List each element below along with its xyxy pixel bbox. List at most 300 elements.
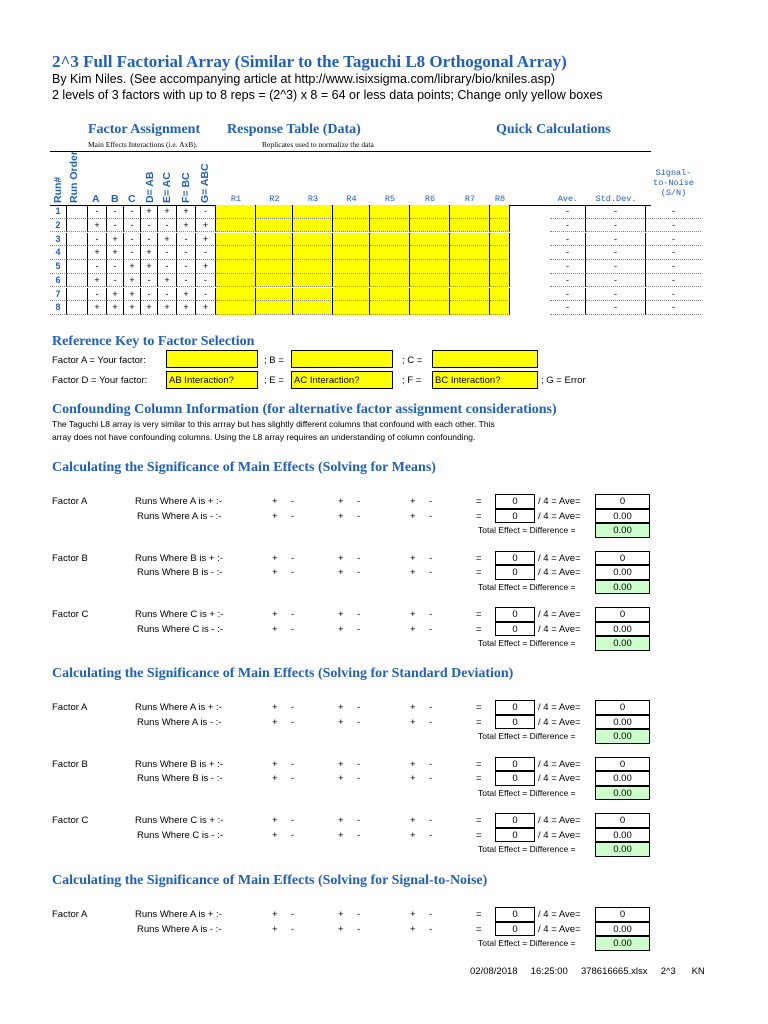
replicate-input[interactable] bbox=[370, 233, 410, 247]
plus-sign: + bbox=[410, 496, 416, 507]
replicate-input[interactable] bbox=[293, 219, 333, 233]
total-effect-label: Total Effect = Difference = bbox=[478, 938, 576, 948]
col-factor-7: G= ABC bbox=[199, 163, 211, 203]
footer-sheet: 2^3 bbox=[660, 966, 676, 977]
avg-plus-value: 0 bbox=[595, 907, 650, 922]
plus-sign: + bbox=[410, 702, 416, 713]
sign-cell: - bbox=[196, 205, 216, 219]
equals-sign: = bbox=[476, 909, 482, 920]
calc-cell: - bbox=[550, 205, 586, 219]
plus-sign: + bbox=[272, 623, 278, 635]
run-order-cell bbox=[67, 246, 88, 260]
col-calc-3: Signal- to-Noise (S/N) bbox=[653, 168, 694, 198]
plus-sign: + bbox=[338, 829, 344, 841]
minus-sign: - bbox=[357, 567, 361, 578]
plus-sign: + bbox=[338, 552, 344, 564]
replicate-input[interactable] bbox=[450, 288, 490, 302]
factorial-table bbox=[50, 151, 694, 318]
footer-initials: KN bbox=[691, 966, 705, 977]
replicate-input[interactable] bbox=[256, 274, 293, 288]
col-factor-2: B bbox=[111, 193, 119, 205]
sign-cell: - bbox=[107, 260, 124, 274]
factor-f-label: ; F = bbox=[402, 375, 422, 386]
sign-cell: - bbox=[107, 219, 124, 233]
sign-cell: - bbox=[88, 288, 107, 302]
equals-sign: = bbox=[476, 510, 482, 522]
minus-sign: - bbox=[429, 909, 433, 920]
calc-cell: - bbox=[586, 205, 646, 219]
replicate-input[interactable] bbox=[293, 260, 333, 274]
calc-cell: - bbox=[550, 233, 586, 247]
factor-assignment-heading: Factor Assignment bbox=[88, 122, 201, 137]
plus-sign: + bbox=[272, 909, 278, 920]
run-order-cell bbox=[67, 288, 88, 302]
replicate-input[interactable] bbox=[256, 205, 293, 219]
confounding-heading: Confounding Column Information (for alternative factor assignment considerations) bbox=[52, 402, 557, 417]
sign-cell: - bbox=[158, 288, 177, 302]
sum-minus-value: 0 bbox=[495, 565, 535, 580]
factor-b-label: ; B = bbox=[264, 355, 284, 366]
plus-sign: + bbox=[272, 609, 278, 620]
plus-sign: + bbox=[338, 773, 344, 784]
plus-sign: + bbox=[338, 758, 344, 770]
plus-sign: + bbox=[410, 923, 416, 935]
col-factor-1: A bbox=[92, 193, 100, 205]
run-order-cell bbox=[67, 205, 88, 219]
factor-d-input[interactable]: AB Interaction? bbox=[166, 371, 258, 389]
plus-sign: + bbox=[272, 815, 278, 826]
minus-sign: - bbox=[357, 758, 361, 770]
equals-sign: = bbox=[476, 716, 482, 728]
sign-cell: + bbox=[141, 246, 158, 260]
minus-sign: - bbox=[429, 758, 433, 770]
runs-minus-label: Runs Where A is - :- bbox=[137, 923, 222, 935]
replicate-input[interactable] bbox=[293, 233, 333, 247]
plus-sign: + bbox=[272, 567, 278, 578]
col-factor-4: D= AB bbox=[144, 171, 156, 203]
plus-sign: + bbox=[338, 567, 344, 578]
runs-minus-label: Runs Where A is - :- bbox=[137, 510, 222, 522]
plus-sign: + bbox=[272, 758, 278, 770]
run-order-cell bbox=[67, 233, 88, 247]
plus-sign: + bbox=[410, 552, 416, 564]
minus-sign: - bbox=[429, 716, 433, 728]
replicate-input[interactable] bbox=[293, 274, 333, 288]
plus-sign: + bbox=[272, 716, 278, 728]
replicate-input[interactable] bbox=[216, 301, 256, 315]
calc-cell: - bbox=[550, 274, 586, 288]
difference-value: 0.00 bbox=[595, 636, 650, 651]
sum-minus-value: 0 bbox=[495, 771, 535, 786]
footer bbox=[470, 966, 705, 977]
replicate-input[interactable] bbox=[490, 233, 510, 247]
factor-a-label: Factor A = Your factor: bbox=[52, 355, 146, 366]
replicate-input[interactable] bbox=[333, 260, 370, 274]
replicate-input[interactable] bbox=[293, 288, 333, 302]
replicate-input[interactable] bbox=[333, 205, 370, 219]
replicate-input[interactable] bbox=[216, 288, 256, 302]
replicate-input[interactable] bbox=[370, 205, 410, 219]
sign-cell: - bbox=[141, 219, 158, 233]
runs-minus-label: Runs Where C is - :- bbox=[137, 829, 224, 841]
replicate-input[interactable] bbox=[450, 260, 490, 274]
replicate-input[interactable] bbox=[450, 205, 490, 219]
calc-cell: - bbox=[586, 219, 646, 233]
difference-value: 0.00 bbox=[595, 523, 650, 538]
factor-e-input[interactable]: AC Interaction? bbox=[291, 371, 393, 389]
plus-sign: + bbox=[272, 773, 278, 784]
replicate-input[interactable] bbox=[216, 233, 256, 247]
sign-cell: + bbox=[124, 274, 141, 288]
replicate-input[interactable] bbox=[333, 301, 370, 315]
sign-cell: + bbox=[124, 288, 141, 302]
sign-cell: - bbox=[88, 205, 107, 219]
avg-plus-value: 0 bbox=[595, 607, 650, 622]
plus-sign: + bbox=[338, 923, 344, 935]
plus-sign: + bbox=[272, 510, 278, 522]
difference-value: 0.00 bbox=[595, 842, 650, 857]
sum-plus-value: 0 bbox=[495, 551, 535, 566]
sign-cell: + bbox=[107, 233, 124, 247]
col-rep-5: R5 bbox=[384, 194, 396, 204]
replicate-input[interactable] bbox=[370, 219, 410, 233]
plus-sign: + bbox=[338, 510, 344, 522]
replicate-input[interactable] bbox=[450, 246, 490, 260]
replicate-input[interactable] bbox=[293, 205, 333, 219]
col-factor-3: C bbox=[128, 193, 136, 205]
quick-calc-heading: Quick Calculations bbox=[496, 122, 611, 137]
minus-sign: - bbox=[357, 609, 361, 620]
plus-sign: + bbox=[338, 496, 344, 507]
col-rep-1: R1 bbox=[230, 194, 242, 204]
factor-a-input[interactable] bbox=[166, 350, 258, 368]
sign-cell: + bbox=[196, 233, 216, 247]
confounding-line-1: The Taguchi L8 array is very similar to this arrray but has slightly different columns that confound with each other. This bbox=[52, 419, 495, 429]
equals-sign: = bbox=[476, 552, 482, 564]
sign-cell: - bbox=[158, 219, 177, 233]
replicate-input[interactable] bbox=[410, 246, 450, 260]
equals-sign: = bbox=[476, 923, 482, 935]
sign-cell: - bbox=[141, 274, 158, 288]
sign-cell: - bbox=[177, 233, 196, 247]
sign-cell: + bbox=[88, 246, 107, 260]
run-order-cell bbox=[67, 260, 88, 274]
avg-label: / 4 = Ave= bbox=[538, 567, 581, 578]
replicate-input[interactable] bbox=[490, 219, 510, 233]
sign-cell: + bbox=[196, 301, 216, 315]
sign-cell: + bbox=[88, 301, 107, 315]
replicate-input[interactable] bbox=[450, 219, 490, 233]
factor-c-input[interactable] bbox=[432, 350, 538, 368]
sign-cell: - bbox=[107, 205, 124, 219]
factor-name: Factor B bbox=[52, 552, 88, 564]
minus-sign: - bbox=[357, 716, 361, 728]
plus-sign: + bbox=[272, 552, 278, 564]
factor-name: Factor C bbox=[52, 609, 89, 620]
replicate-input[interactable] bbox=[293, 301, 333, 315]
replicate-input[interactable] bbox=[216, 219, 256, 233]
sign-cell: + bbox=[158, 301, 177, 315]
avg-label: / 4 = Ave= bbox=[538, 702, 581, 713]
replicate-input[interactable] bbox=[256, 233, 293, 247]
sign-cell: - bbox=[88, 260, 107, 274]
replicate-input[interactable] bbox=[490, 274, 510, 288]
minus-sign: - bbox=[291, 552, 295, 564]
avg-plus-value: 0 bbox=[595, 494, 650, 509]
sign-cell: + bbox=[124, 301, 141, 315]
replicate-input[interactable] bbox=[333, 246, 370, 260]
minus-sign: - bbox=[291, 609, 295, 620]
col-rep-3: R3 bbox=[307, 194, 319, 204]
minus-sign: - bbox=[357, 510, 361, 522]
minus-sign: - bbox=[357, 923, 361, 935]
replicate-input[interactable] bbox=[450, 274, 490, 288]
run-number: 3 bbox=[50, 233, 67, 247]
replicate-input[interactable] bbox=[410, 219, 450, 233]
main-effects-note: Main Effects Interactions (i.e. AxB). bbox=[88, 140, 198, 149]
sign-cell: - bbox=[124, 246, 141, 260]
difference-value: 0.00 bbox=[595, 580, 650, 595]
replicate-input[interactable] bbox=[370, 260, 410, 274]
replicate-input[interactable] bbox=[256, 301, 293, 315]
avg-label: / 4 = Ave= bbox=[538, 923, 581, 935]
replicate-input[interactable] bbox=[410, 260, 450, 274]
sign-cell: + bbox=[196, 219, 216, 233]
plus-sign: + bbox=[410, 815, 416, 826]
sign-cell: + bbox=[177, 205, 196, 219]
avg-plus-value: 0 bbox=[595, 700, 650, 715]
difference-value: 0.00 bbox=[595, 786, 650, 801]
factor-b-input[interactable] bbox=[291, 350, 393, 368]
col-rep-8: R8 bbox=[494, 194, 506, 204]
minus-sign: - bbox=[429, 609, 433, 620]
col-factor-6: F= BC bbox=[180, 172, 192, 203]
minus-sign: - bbox=[429, 702, 433, 713]
replicate-input[interactable] bbox=[450, 233, 490, 247]
sum-plus-value: 0 bbox=[495, 907, 535, 922]
replicate-input[interactable] bbox=[490, 260, 510, 274]
replicate-input[interactable] bbox=[333, 274, 370, 288]
sign-cell: - bbox=[124, 219, 141, 233]
factor-f-input[interactable]: BC Interaction? bbox=[432, 371, 538, 389]
minus-sign: - bbox=[357, 909, 361, 920]
factor-d-label: Factor D = Your factor: bbox=[52, 375, 148, 386]
col-rep-6: R6 bbox=[424, 194, 436, 204]
section-title: Calculating the Significance of Main Effects (Solving for Standard Deviation) bbox=[52, 666, 514, 681]
replicate-input[interactable] bbox=[490, 288, 510, 302]
avg-label: / 4 = Ave= bbox=[538, 773, 581, 784]
replicate-input[interactable] bbox=[410, 301, 450, 315]
sign-cell: + bbox=[141, 205, 158, 219]
col-calc-2: Std.Dev. bbox=[595, 194, 637, 204]
col-rep-4: R4 bbox=[346, 194, 357, 204]
replicate-input[interactable] bbox=[410, 288, 450, 302]
replicate-input[interactable] bbox=[216, 205, 256, 219]
factor-name: Factor A bbox=[52, 702, 88, 713]
sign-cell: - bbox=[177, 274, 196, 288]
replicate-input[interactable] bbox=[256, 219, 293, 233]
plus-sign: + bbox=[272, 496, 278, 507]
equals-sign: = bbox=[476, 773, 482, 784]
factor-c-label: ; C = bbox=[402, 355, 423, 366]
equals-sign: = bbox=[476, 623, 482, 635]
sign-cell: - bbox=[196, 246, 216, 260]
total-effect-label: Total Effect = Difference = bbox=[478, 525, 576, 535]
replicate-input[interactable] bbox=[333, 233, 370, 247]
sign-cell: - bbox=[196, 274, 216, 288]
sum-plus-value: 0 bbox=[495, 757, 535, 772]
sign-cell: - bbox=[141, 233, 158, 247]
avg-label: / 4 = Ave= bbox=[538, 909, 581, 920]
run-number: 2 bbox=[50, 219, 67, 233]
minus-sign: - bbox=[291, 716, 295, 728]
sign-cell: + bbox=[141, 260, 158, 274]
run-number: 8 bbox=[50, 301, 67, 315]
minus-sign: - bbox=[429, 510, 433, 522]
minus-sign: - bbox=[291, 909, 295, 920]
avg-minus-value: 0.00 bbox=[595, 622, 650, 637]
replicate-input[interactable] bbox=[333, 219, 370, 233]
replicate-input[interactable] bbox=[256, 260, 293, 274]
calc-cell: - bbox=[646, 246, 701, 260]
sign-cell: - bbox=[141, 288, 158, 302]
minus-sign: - bbox=[291, 815, 295, 826]
minus-sign: - bbox=[357, 496, 361, 507]
calc-cell: - bbox=[550, 301, 586, 315]
factor-name: Factor C bbox=[52, 815, 89, 826]
sign-cell: + bbox=[177, 219, 196, 233]
equals-sign: = bbox=[476, 829, 482, 841]
plus-sign: + bbox=[410, 609, 416, 620]
avg-label: / 4 = Ave= bbox=[538, 815, 581, 826]
replicates-note: Replicates used to normalize the data bbox=[262, 140, 374, 149]
minus-sign: - bbox=[291, 773, 295, 784]
minus-sign: - bbox=[291, 758, 295, 770]
minus-sign: - bbox=[291, 829, 295, 841]
avg-minus-value: 0.00 bbox=[595, 509, 650, 524]
run-order-cell bbox=[67, 219, 88, 233]
factor-name: Factor A bbox=[52, 496, 88, 507]
plus-sign: + bbox=[410, 716, 416, 728]
replicate-input[interactable] bbox=[256, 246, 293, 260]
runs-plus-label: Runs Where A is + :- bbox=[135, 909, 222, 920]
avg-minus-value: 0.00 bbox=[595, 565, 650, 580]
plus-sign: + bbox=[338, 702, 344, 713]
run-order-cell bbox=[67, 301, 88, 315]
plus-sign: + bbox=[410, 623, 416, 635]
sum-minus-value: 0 bbox=[495, 922, 535, 937]
replicate-input[interactable] bbox=[410, 233, 450, 247]
runs-plus-label: Runs Where A is + :- bbox=[135, 702, 222, 713]
replicate-input[interactable] bbox=[216, 260, 256, 274]
col-rep-2: R2 bbox=[269, 194, 280, 204]
plus-sign: + bbox=[272, 702, 278, 713]
replicate-input[interactable] bbox=[490, 205, 510, 219]
sum-plus-value: 0 bbox=[495, 700, 535, 715]
sum-minus-value: 0 bbox=[495, 622, 535, 637]
replicate-input[interactable] bbox=[450, 301, 490, 315]
total-effect-label: Total Effect = Difference = bbox=[478, 844, 576, 854]
plus-sign: + bbox=[410, 909, 416, 920]
avg-minus-value: 0.00 bbox=[595, 922, 650, 937]
replicate-input[interactable] bbox=[370, 274, 410, 288]
runs-minus-label: Runs Where B is - :- bbox=[137, 567, 223, 578]
runs-plus-label: Runs Where C is + :- bbox=[135, 609, 224, 620]
factor-e-label: ; E = bbox=[264, 375, 284, 386]
table-top-rule bbox=[50, 151, 651, 152]
minus-sign: - bbox=[291, 702, 295, 713]
equals-sign: = bbox=[476, 567, 482, 578]
minus-sign: - bbox=[357, 815, 361, 826]
replicate-input[interactable] bbox=[410, 205, 450, 219]
replicate-input[interactable] bbox=[490, 246, 510, 260]
sign-cell: + bbox=[107, 246, 124, 260]
replicate-input[interactable] bbox=[410, 274, 450, 288]
equals-sign: = bbox=[476, 496, 482, 507]
plus-sign: + bbox=[272, 923, 278, 935]
replicate-input[interactable] bbox=[293, 246, 333, 260]
factor-name: Factor B bbox=[52, 758, 88, 770]
equals-sign: = bbox=[476, 758, 482, 770]
runs-plus-label: Runs Where B is + :- bbox=[135, 758, 223, 770]
equals-sign: = bbox=[476, 702, 482, 713]
replicate-input[interactable] bbox=[490, 301, 510, 315]
minus-sign: - bbox=[357, 623, 361, 635]
subtitle: 2 levels of 3 factors with up to 8 reps = (2^3) x 8 = 64 or less data points; Change only yellow boxes bbox=[52, 88, 603, 102]
runs-plus-label: Runs Where B is + :- bbox=[135, 552, 223, 564]
calc-cell: - bbox=[646, 233, 701, 247]
sign-cell: + bbox=[158, 205, 177, 219]
runs-minus-label: Runs Where C is - :- bbox=[137, 623, 224, 635]
replicate-input[interactable] bbox=[370, 288, 410, 302]
replicate-input[interactable] bbox=[370, 246, 410, 260]
footer-time: 16:25:00 bbox=[530, 966, 568, 977]
avg-label: / 4 = Ave= bbox=[538, 496, 581, 507]
sum-plus-value: 0 bbox=[495, 813, 535, 828]
equals-sign: = bbox=[476, 815, 482, 826]
replicate-input[interactable] bbox=[256, 288, 293, 302]
replicate-input[interactable] bbox=[216, 274, 256, 288]
calc-cell: - bbox=[550, 288, 586, 302]
footer-date: 02/08/2018 bbox=[470, 966, 518, 977]
sign-cell: - bbox=[177, 246, 196, 260]
plus-sign: + bbox=[338, 909, 344, 920]
run-number: 7 bbox=[50, 288, 67, 302]
minus-sign: - bbox=[429, 815, 433, 826]
replicate-input[interactable] bbox=[216, 246, 256, 260]
replicate-input[interactable] bbox=[333, 288, 370, 302]
sign-cell: - bbox=[88, 233, 107, 247]
minus-sign: - bbox=[429, 496, 433, 507]
calc-cell: - bbox=[646, 288, 701, 302]
total-effect-label: Total Effect = Difference = bbox=[478, 638, 576, 648]
minus-sign: - bbox=[357, 552, 361, 564]
sign-cell: + bbox=[177, 288, 196, 302]
avg-label: / 4 = Ave= bbox=[538, 609, 581, 620]
minus-sign: - bbox=[429, 552, 433, 564]
plus-sign: + bbox=[272, 829, 278, 841]
plus-sign: + bbox=[338, 815, 344, 826]
calc-cell: - bbox=[646, 219, 701, 233]
avg-label: / 4 = Ave= bbox=[538, 552, 581, 564]
run-number: 4 bbox=[50, 246, 67, 260]
sum-minus-value: 0 bbox=[495, 715, 535, 730]
col-rep-7: R7 bbox=[464, 194, 476, 204]
minus-sign: - bbox=[357, 702, 361, 713]
replicate-input[interactable] bbox=[370, 301, 410, 315]
sign-cell: + bbox=[196, 260, 216, 274]
total-effect-label: Total Effect = Difference = bbox=[478, 581, 576, 592]
